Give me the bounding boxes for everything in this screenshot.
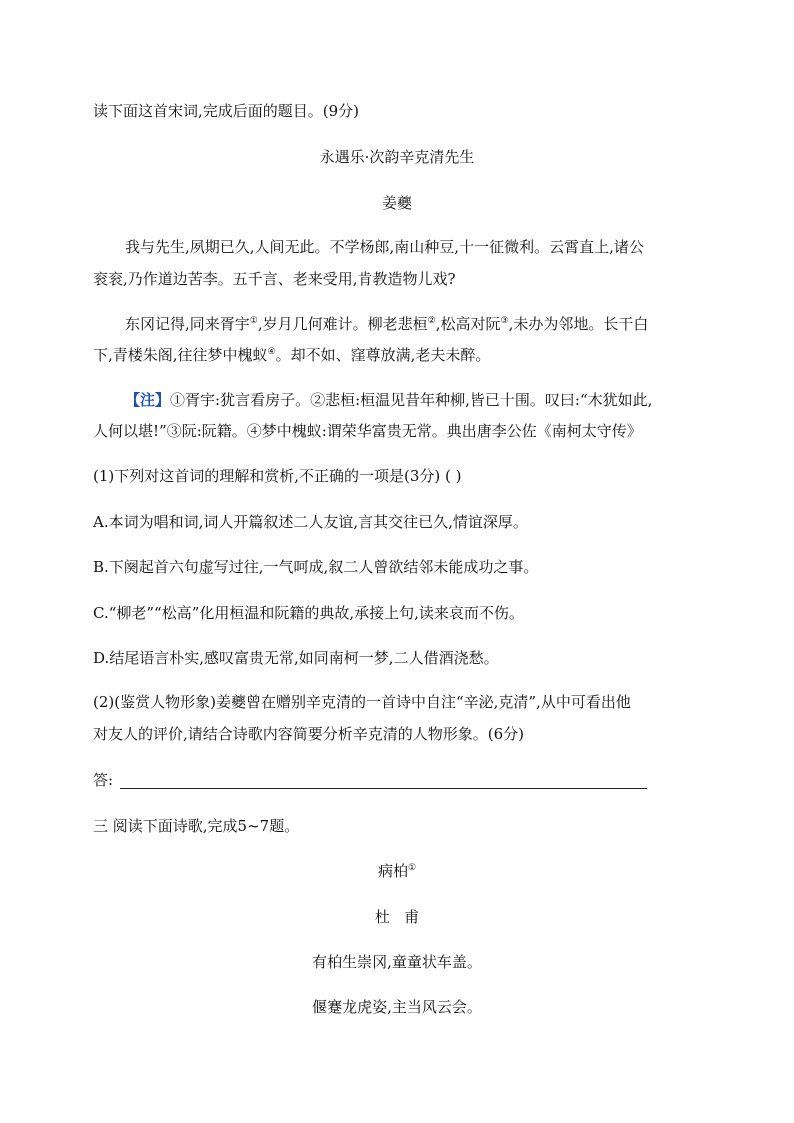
poem2-line1: 有柏生崇冈,童童状车盖。 [312,953,482,971]
poem2-title: 病柏① [377,862,417,880]
note-tag: 【注】 [125,391,171,409]
stanza1-line1: 我与先生,夙期已久,人间无此。不学杨郎,南山种豆,十一征微利。云霄直上,诸公 [125,238,644,256]
question-1: (1)下列对这首词的理解和赏析,不正确的一项是(3分) ( ) [93,467,462,485]
poem2-title-mark: ① [407,863,417,873]
stanza1-line2: 衮衮,乃作道边苦李。五千言、老来受用,肯教造物儿戏? [93,270,456,288]
stanza2-line1: 东冈记得,同来胥宇①,岁月几何难计。柳老悲桓②,松高对阮③,未办为邻地。长干白 [125,315,649,333]
footnote-mark-1: ① [249,316,258,326]
poem-author: 姜夔 [381,194,412,212]
note-line2: 人何以堪!”③阮:阮籍。④梦中槐蚁:谓荣华富贵无常。典出唐李公佐《南柯太守传》 [93,422,642,440]
question-2-line1: (2)(鉴赏人物形象)姜夔曾在赠别辛克清的一首诗中自注“辛泌,克清”,从中可看出他 [93,693,631,711]
option-a: A.本词为唱和词,词人开篇叙述二人友谊,言其交往已久,情谊深厚。 [93,513,528,531]
stanza2-line2: 下,青楼朱阁,往往梦中槐蚁④。却不如、窪尊放满,老夫未醉。 [93,346,491,364]
answer-line[interactable] [120,788,647,789]
question-2-line2: 对友人的评价,请结合诗歌内容简要分析辛克清的人物形象。(6分) [93,725,525,743]
poem2-line2: 偃蹇龙虎姿,主当风云会。 [312,998,482,1016]
footnote-mark-2: ② [427,316,436,326]
answer-label: 答: [93,771,114,789]
note-line1: 【注】①胥宇:犹言看房子。②悲桓:桓温见昔年种柳,皆已十围。叹曰:“木犹如此, [125,391,653,409]
option-b: B.下阕起首六句虚写过往,一气呵成,叙二人曾欲结邻未能成功之事。 [93,558,539,576]
section3-heading: 三 阅读下面诗歌,完成5~7题。 [93,817,300,835]
instruction: 读下面这首宋词,完成后面的题目。(9分) [93,102,360,120]
poem-title: 永遇乐·次韵辛克清先生 [319,148,475,166]
option-d: D.结尾语言朴实,感叹富贵无常,如同南柯一梦,二人借酒浇愁。 [93,649,499,667]
footnote-mark-3: ③ [500,316,509,326]
option-c: C.“柳老”“松高”化用桓温和阮籍的典故,承接上句,读来哀而不伤。 [93,604,524,622]
poem2-author: 杜 甫 [374,908,420,926]
footnote-mark-4: ④ [267,347,276,357]
